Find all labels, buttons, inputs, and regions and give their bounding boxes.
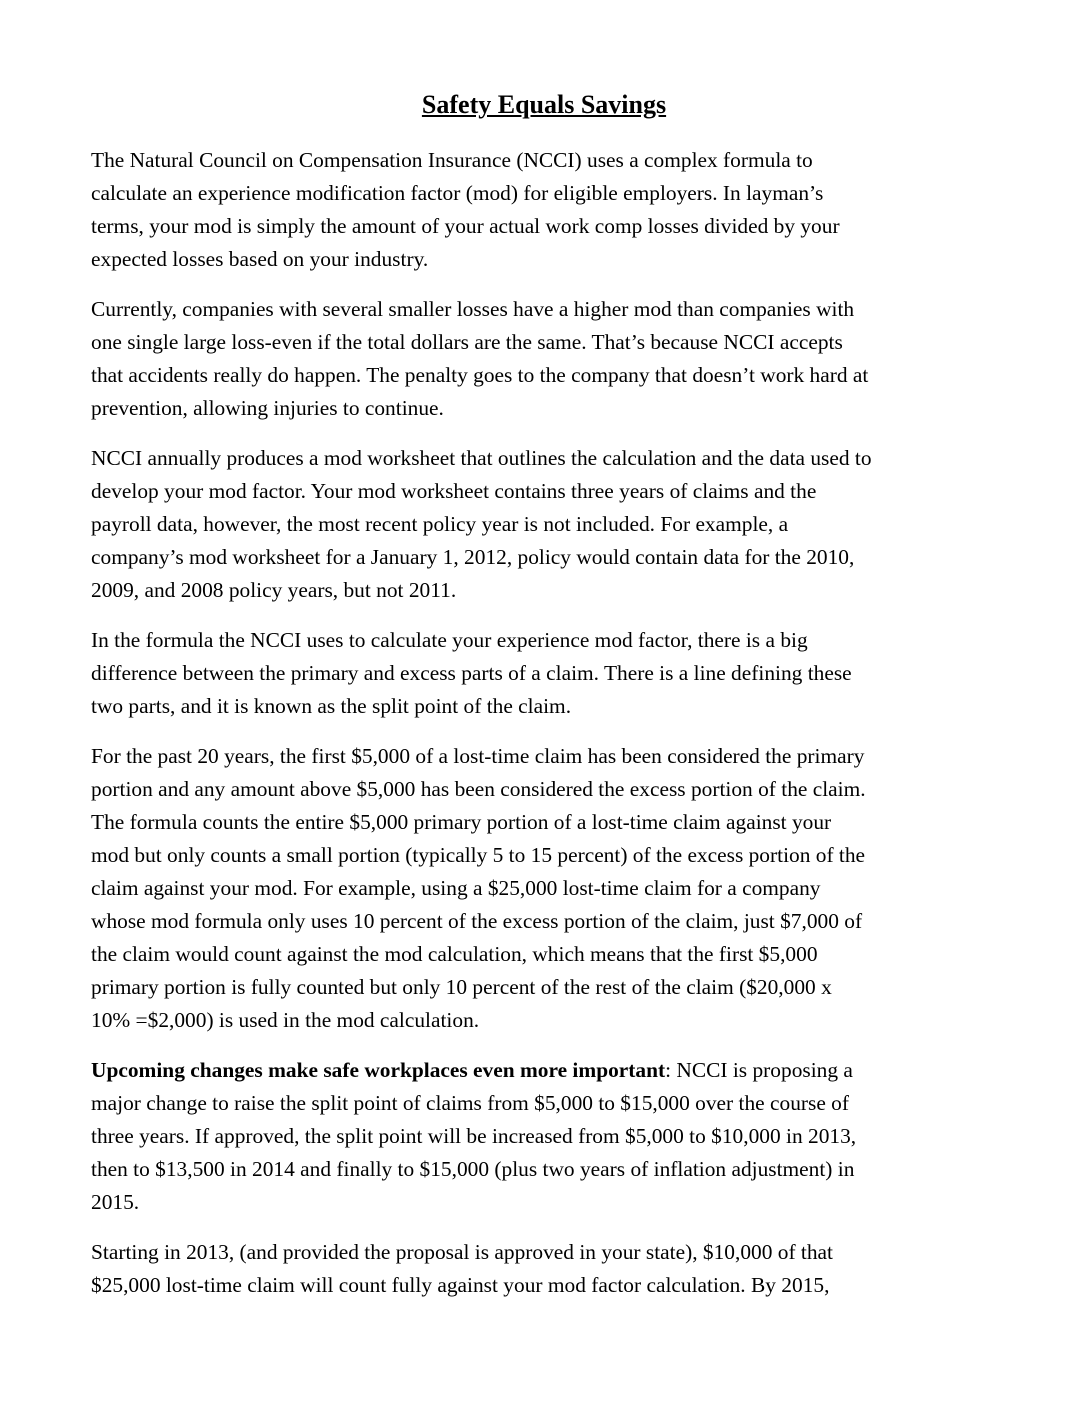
- text-line: mod but only counts a small portion (typically 5 to 15 percent) of the excess portion of the: [91, 843, 866, 867]
- text-line: For the past 20 years, the first $5,000 of a lost-time claim has been considered the primary: [91, 744, 865, 768]
- text-line: claim against your mod. For example, using a $25,000 lost-time claim for a company: [91, 876, 821, 900]
- text-line: major change to raise the split point of claims from $5,000 to $15,000 over the course of: [91, 1091, 849, 1115]
- text-line: The Natural Council on Compensation Insurance (NCCI) uses a complex formula to: [91, 148, 813, 172]
- paragraph-ncci-intro: [91, 144, 1003, 276]
- text-line: $25,000 lost-time claim will count fully against your mod factor calculation. By 2015,: [91, 1273, 830, 1297]
- text-line: company’s mod worksheet for a January 1, 2012, policy would contain data for the 2010,: [91, 545, 855, 569]
- document-title: Safety Equals Savings: [421, 90, 667, 119]
- paragraph-starting-2013: [91, 1236, 1003, 1302]
- text-line: payroll data, however, the most recent policy year is not included. For example, a: [91, 512, 789, 536]
- text-line: that accidents really do happen. The penalty goes to the company that doesn’t work hard at: [91, 363, 869, 387]
- paragraph-split-point: [91, 624, 1003, 723]
- paragraph-smaller-losses: [91, 293, 1003, 425]
- text-line: whose mod formula only uses 10 percent of the excess portion of the claim, just $7,000 of: [91, 909, 863, 933]
- text-line: calculate an experience modification factor (mod) for eligible employers. In layman’s: [91, 181, 824, 205]
- text-line: two parts, and it is known as the split point of the claim.: [91, 694, 572, 718]
- text-line: In the formula the NCCI uses to calculate your experience mod factor, there is a big: [91, 628, 808, 652]
- paragraph-mod-worksheet: [91, 442, 1003, 607]
- text-line: terms, your mod is simply the amount of your actual work comp losses divided by your: [91, 214, 840, 238]
- paragraph-upcoming-changes: [91, 1054, 1003, 1219]
- text-line: expected losses based on your industry.: [91, 247, 429, 271]
- text-line: The formula counts the entire $5,000 primary portion of a lost-time claim against your: [91, 810, 832, 834]
- text-run: : NCCI is proposing a: [665, 1058, 853, 1082]
- text-line: NCCI annually produces a mod worksheet that outlines the calculation and the data used to: [91, 446, 872, 470]
- bold-lead-in: Upcoming changes make safe workplaces even more important: [91, 1058, 666, 1082]
- text-line: [91, 1054, 1003, 1087]
- text-line: Currently, companies with several smaller losses have a higher mod than companies with: [91, 297, 855, 321]
- paragraph-primary-excess: [91, 740, 1003, 1037]
- text-line: 2015.: [91, 1190, 140, 1214]
- text-line: primary portion is fully counted but only 10 percent of the rest of the claim ($20,000 x: [91, 975, 832, 999]
- text-line: Starting in 2013, (and provided the proposal is approved in your state), $10,000 of that: [91, 1240, 833, 1264]
- text-line: 10% =$2,000) is used in the mod calculation.: [91, 1008, 480, 1032]
- text-line: then to $13,500 in 2014 and finally to $15,000 (plus two years of inflation adjustment) in: [91, 1157, 855, 1181]
- text-line: 2009, and 2008 policy years, but not 2011.: [91, 578, 457, 602]
- text-line: three years. If approved, the split point will be increased from $5,000 to $10,000 in 2013,: [91, 1124, 857, 1148]
- text-line: prevention, allowing injuries to continue.: [91, 396, 444, 420]
- text-line: difference between the primary and excess parts of a claim. There is a line defining these: [91, 661, 852, 685]
- text-line: the claim would count against the mod calculation, which means that the first $5,000: [91, 942, 818, 966]
- text-line: develop your mod factor. Your mod worksheet contains three years of claims and the: [91, 479, 817, 503]
- document-body: [91, 144, 1003, 1319]
- text-line: one single large loss-even if the total dollars are the same. That’s because NCCI accepts: [91, 330, 843, 354]
- text-line: portion and any amount above $5,000 has been considered the excess portion of the claim.: [91, 777, 866, 801]
